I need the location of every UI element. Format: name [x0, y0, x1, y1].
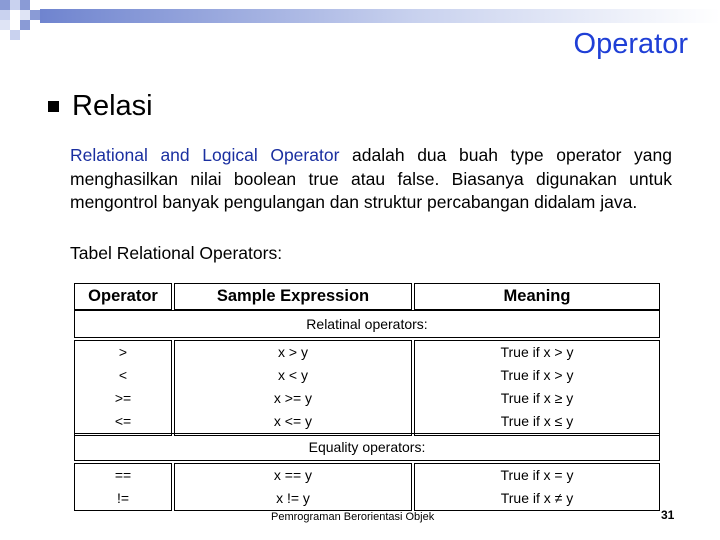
expression-value: x >= y [273, 390, 313, 406]
expression-value: x < y [278, 367, 308, 383]
meaning-value: True if x ≠ y [500, 490, 574, 506]
operator-value: >= [114, 390, 132, 406]
section-label: Relatinal operators: [306, 316, 428, 332]
meanings-cell [414, 463, 660, 511]
expressions-cell [174, 340, 412, 436]
expression-value: x != y [276, 490, 310, 506]
header-operator: Operator [74, 283, 172, 310]
operators-cell [74, 340, 172, 436]
section-label: Equality operators: [308, 439, 426, 455]
section-row-relational [74, 310, 660, 338]
meanings-cell [414, 340, 660, 436]
operator-value: < [118, 367, 128, 383]
slide-title: Operator [573, 28, 688, 60]
meaning-value: True if x > y [500, 344, 574, 360]
relational-operators-table [74, 283, 660, 511]
page-number: 31 [661, 508, 675, 522]
operator-value: == [114, 467, 132, 483]
description-paragraph [70, 144, 672, 215]
expression-value: x <= y [273, 413, 313, 429]
section-row-equality [74, 433, 660, 461]
operator-value: > [118, 344, 128, 360]
bullet-heading: Relasi [72, 90, 153, 122]
operator-value: <= [114, 413, 132, 429]
operators-cell [74, 463, 172, 511]
footer-text: Pemrograman Berorientasi Objek [271, 511, 435, 523]
operator-value: != [116, 490, 130, 506]
expression-value: x == y [273, 467, 313, 483]
header-meaning: Meaning [414, 283, 660, 310]
paragraph-text: adalah dua buah type operator yang menghasilkan nilai boolean true atau false. Biasanya digunakan untuk mengontrol banyak pengulangan dan struktur percabangan didalam java. [70, 145, 672, 212]
meaning-value: True if x ≤ y [500, 413, 574, 429]
meaning-value: True if x ≥ y [500, 390, 574, 406]
paragraph-highlight: Relational and Logical Operator [70, 145, 340, 165]
meaning-value: True if x = y [500, 467, 574, 483]
expression-value: x > y [278, 344, 308, 360]
meaning-value: True if x > y [500, 367, 574, 383]
table-caption: Tabel Relational Operators: [70, 243, 283, 263]
bullet-square-icon [48, 101, 59, 112]
header-sample-expression: Sample Expression [174, 283, 412, 310]
expressions-cell [174, 463, 412, 511]
